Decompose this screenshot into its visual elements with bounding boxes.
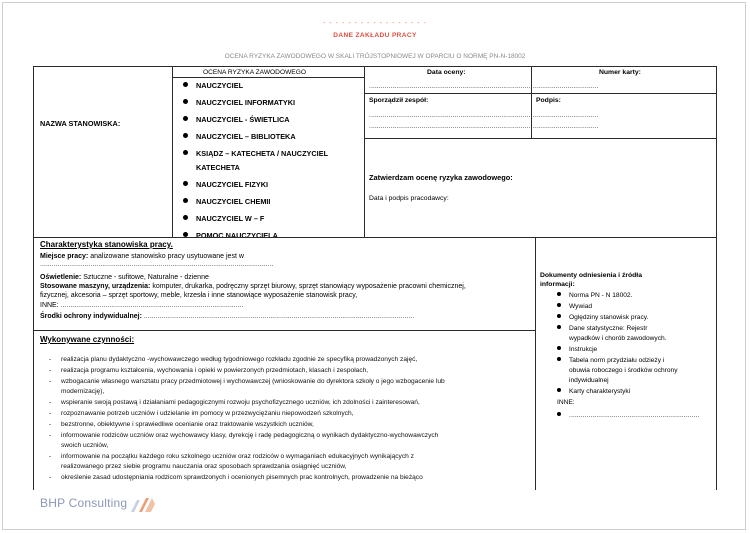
bullet-icon	[183, 133, 188, 138]
activity-item: - realizacja planu dydaktyczno -wychowawczego według tygodniowego rozkładu zgodnie ze specyfiką prowadzonych zajęć,	[49, 356, 418, 363]
company-data-heading: DANE ZAKŁADU PRACY	[333, 32, 417, 39]
documents-other-field-line[interactable]: ...................................................................	[569, 412, 700, 419]
bullet-icon	[557, 314, 561, 318]
activity-item: - realizacja programu kształcenia, wychowania i opieki w powierzonych przedmiotach, klasach i zespołach,	[49, 367, 369, 374]
logo-text: BHP Consulting	[40, 496, 128, 510]
ppe-row: Środki ochrony indywidualnej: ...........................................................................................................................................	[40, 313, 415, 320]
risk-assessment-form	[33, 66, 717, 486]
bullet-icon	[557, 357, 561, 361]
document-item-continued: obuwia roboczego i środków ochrony	[569, 367, 678, 374]
documents-other-item	[557, 412, 699, 421]
date-field-line[interactable]: ......................................................................................................................	[369, 83, 599, 90]
bullet-icon	[557, 325, 561, 329]
date-label: Data oceny:	[427, 69, 466, 76]
other-row: INNE: ..............................................................................................	[40, 302, 244, 309]
job-title-item: NAUCZYCIEL FIZYKI	[183, 180, 268, 189]
bullet-icon	[183, 150, 188, 155]
bullet-icon	[183, 99, 188, 104]
activity-item: - informowanie na początku każdego roku szkolnego uczniów oraz rodziców o wymaganiach edukacyjnych wynikających z	[49, 453, 414, 460]
characteristics-heading: Charakterystyka stanowiska pracy.	[40, 240, 173, 249]
logo-mark-icon	[131, 494, 157, 512]
ppe-field-line[interactable]: ...........................................................................................................................................	[143, 313, 415, 320]
activity-item: - informowanie rodziców uczniów oraz wychowawcy klasy, dyrekcję i radę pedagogiczną o wynikach dydaktyczno-wychowawczych	[49, 432, 439, 439]
bullet-icon	[557, 388, 561, 392]
bullet-icon	[183, 116, 188, 121]
job-title-item: NAUCZYCIEL - ŚWIETLICA	[183, 115, 290, 124]
header-dots: - - - - - - - - - - - - - - - - -	[323, 20, 427, 27]
activities-heading: Wykonywane czynności:	[40, 335, 135, 344]
activity-item-continued: modernizację),	[61, 388, 105, 395]
document-item-continued: wypadków i chorób zawodowych.	[569, 335, 667, 342]
bullet-icon	[557, 412, 561, 416]
place-field-line[interactable]: ........................................................................................................................	[40, 261, 274, 268]
activity-item: - wzbogacanie własnego warsztatu pracy przedmiotowej i wychowawczej (wnioskowanie do dyrektora szkoły o jego wzbogacenie lub	[49, 378, 445, 385]
documents-heading: Dokumenty odniesienia i źródła	[540, 272, 642, 279]
job-title-item: NAUCZYCIEL	[183, 81, 243, 90]
document-subtitle: OCENA RYZYKA ZAWODOWEGO W SKALI TRÓJSTOPNIOWEJ W OPARCIU O NORMĘ PN-N-18002	[224, 53, 526, 60]
bullet-icon	[183, 181, 188, 186]
documents-heading-continued: informacji:	[540, 281, 575, 288]
activity-item: - rozpoznawanie potrzeb uczniów i udzielanie im pomocy w przezwyciężaniu niepowodzeń szkolnych,	[49, 410, 354, 417]
document-item: Dane statystyczne: Rejestr	[557, 325, 647, 334]
place-row: Miejsce pracy: analizowane stanowisko pracy usytuowane jest w	[40, 253, 244, 260]
job-title-item: POMOC NAUCZYCIELA	[183, 231, 278, 240]
company-logo	[40, 494, 157, 512]
bullet-icon	[557, 292, 561, 296]
document-item: Wywiad	[557, 303, 592, 312]
activity-item: - bezstronne, obiektywne i sprawiedliwe ocenianie oraz traktowanie wszystkich uczniów,	[49, 421, 314, 428]
activity-item: - określenie zasad udostępniania rodzicom sprawdzonych i ocenionych pisemnych prac kontrolnych, prowadzenie na bieżąco	[49, 474, 423, 481]
post-name-label: NAZWA STANOWISKA:	[40, 119, 121, 128]
machines-row-continued: fizycznej, akcesoria – sprzęt sportowy, meble, krzesła i inne stanowiące wyposażenie stanowisk pracy,	[40, 292, 358, 299]
approval-label: Zatwierdzam ocenę ryzyka zawodowego:	[369, 173, 513, 182]
job-title-item: NAUCZYCIEL – BIBLIOTEKA	[183, 132, 296, 141]
risk-header-label: OCENA RYZYKA ZAWODOWEGO	[203, 69, 306, 76]
job-title-item: NAUCZYCIEL CHEMII	[183, 197, 270, 206]
bullet-icon	[557, 303, 561, 307]
job-title-item: KSIĄDZ – KATECHETA / NAUCZYCIEL	[183, 149, 328, 158]
job-title-item: NAUCZYCIEL INFORMATYKI	[183, 98, 295, 107]
signature-label: Podpis:	[536, 97, 561, 104]
team-field-line-2[interactable]: ......................................................................................................................	[369, 123, 599, 130]
team-field-line-1[interactable]: ......................................................................................................................	[369, 112, 599, 119]
lighting-row: Oświetlenie: Sztuczne - sufitowe, Naturalne - dzienne	[40, 274, 209, 281]
document-item: Instrukcje	[557, 346, 597, 355]
document-item: Tabela norm przydziału odzieży i	[557, 357, 664, 366]
bullet-icon	[183, 215, 188, 220]
bullet-icon	[557, 346, 561, 350]
activity-item: - wspieranie swoją postawą i działaniami pedagogicznymi rozwoju psychofizycznego uczniów, ich zdolności i zainteresowań,	[49, 399, 420, 406]
job-title-item-continued: KATECHETA	[196, 163, 240, 172]
document-item-continued: indywidualnej	[569, 377, 609, 384]
activity-item-continued: swoich uczniów,	[61, 442, 109, 449]
post-name-cell	[33, 66, 173, 238]
document-item: Oględziny stanowisk pracy.	[557, 314, 648, 323]
activity-item-continued: realizowanego przez siebie programu nauczania oraz sposobach sprawdzania osiągnięć uczniów,	[61, 463, 347, 470]
employer-signature-label: Data i podpis pracodawcy:	[369, 195, 449, 202]
document-item: Karty charakterystyki	[557, 388, 630, 397]
card-number-label: Numer karty:	[599, 69, 641, 76]
team-label: Sporządził zespół:	[369, 97, 429, 104]
job-title-item: NAUCZYCIEL W – F	[183, 214, 264, 223]
documents-other-label: INNE:	[557, 399, 575, 406]
bullet-icon	[183, 82, 188, 87]
document-item: Norma PN - N 18002.	[557, 292, 632, 301]
machines-row: Stosowane maszyny, urządzenia: komputer, drukarka, podręczny sprzęt biurowy, sprzęt stanowiący wyposażenie pracowni chemicznej,	[40, 283, 466, 290]
bullet-icon	[183, 198, 188, 203]
other-field-line[interactable]: ..............................................................................................	[60, 302, 244, 309]
